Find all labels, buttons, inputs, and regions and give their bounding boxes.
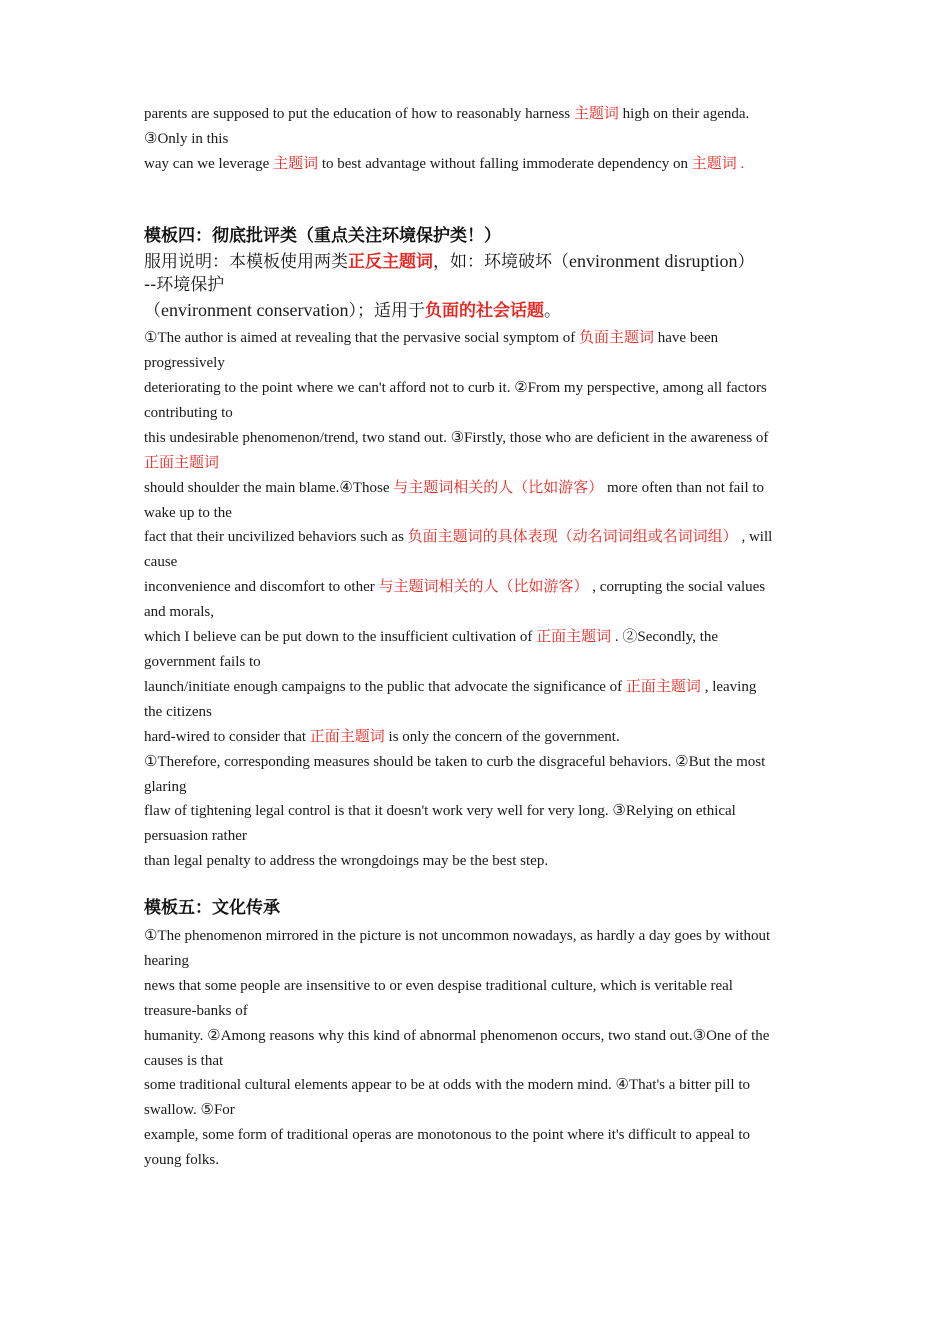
text-line: contributing to: [144, 405, 233, 421]
text-line: [144, 153, 824, 175]
keyword-placeholder: 主题词: [691, 156, 737, 172]
text-line: swallow. ⑤For: [144, 1102, 235, 1118]
text-line: wake up to the: [144, 505, 232, 521]
text-line: [144, 477, 824, 499]
text-run: parents are supposed to put the education of how to reasonably harness: [144, 106, 574, 122]
usage-note: [144, 298, 561, 323]
text-line: ①The phenomenon mirrored in the picture is not uncommon nowadays, as hardly a day goes by without: [144, 928, 771, 944]
keyword-placeholder: 正面主题词: [144, 455, 220, 471]
text-run: environment disruption: [569, 251, 738, 271]
text-line: than legal penalty to address the wrongdoings may be the best step.: [144, 853, 549, 869]
text-line: cause: [144, 554, 178, 570]
text-line: [144, 327, 824, 349]
keyword-placeholder: 正面主题词: [309, 729, 385, 745]
text-line: the citizens: [144, 704, 212, 720]
text-line: humanity. ②Among reasons why this kind of abnormal phenomenon occurs, two stand out.③One of the: [144, 1028, 770, 1044]
text-line: deteriorating to the point where we can't afford not to curb it. ②From my perspective, among all factors: [144, 380, 767, 396]
text-run: 。: [543, 301, 561, 321]
text-run: more often than not fail to: [603, 480, 765, 496]
text-run: launch/initiate enough campaigns to the public that advocate the significance of: [144, 679, 626, 695]
text-line: [144, 103, 824, 125]
text-run: （: [144, 301, 161, 321]
section-heading: 模板五：文化传承: [144, 898, 280, 918]
text-run: , will: [737, 529, 773, 545]
keyword-placeholder: 负面主题词的具体表现（动名词词组或名词词组）: [407, 529, 738, 545]
highlight-text: 负面的社会话题: [424, 301, 544, 321]
text-line: hearing: [144, 953, 189, 969]
keyword-placeholder: 与主题词相关的人（比如游客）: [378, 579, 589, 595]
keyword-placeholder: 与主题词相关的人（比如游客）: [393, 480, 604, 496]
keyword-placeholder: 正面主题词: [625, 679, 701, 695]
text-line: treasure-banks of: [144, 1003, 248, 1019]
text-run: ①The author is aimed at revealing that the pervasive social symptom of: [144, 330, 579, 346]
usage-note: --环境保护: [144, 275, 225, 295]
text-run: hard-wired to consider that: [144, 729, 310, 745]
text-run: which I believe can be put down to the insufficient cultivation of: [144, 629, 537, 645]
text-line: glaring: [144, 779, 187, 795]
text-run: have been: [654, 330, 719, 346]
text-run: way can we leverage: [144, 156, 274, 172]
text-run: fact that their uncivilized behaviors such as: [144, 529, 408, 545]
text-run: should shoulder the main blame.④Those: [144, 480, 394, 496]
text-line: example, some form of traditional operas are monotonous to the point where it's difficult to appeal to: [144, 1127, 751, 1143]
text-run: is only the concern of the government.: [384, 729, 620, 745]
text-run: , leaving: [700, 679, 757, 695]
text-line: ①Therefore, corresponding measures should be taken to curb the disgraceful behaviors. ②But the most: [144, 754, 766, 770]
text-run: to best advantage without falling immoderate dependency on: [318, 156, 692, 172]
text-run: ）: [737, 252, 755, 272]
text-line: causes is that: [144, 1053, 224, 1069]
text-line: [144, 576, 824, 598]
text-line: this undesirable phenomenon/trend, two stand out. ③Firstly, those who are deficient in the awareness of: [144, 430, 769, 446]
text-line: [144, 526, 824, 548]
text-line: [144, 676, 824, 698]
text-line: persuasion rather: [144, 828, 247, 844]
text-line: some traditional cultural elements appear to be at odds with the modern mind. ④That's a bitter pill to: [144, 1077, 750, 1093]
text-line: [144, 626, 824, 648]
text-line: flaw of tightening legal control is that it doesn't work very well for very long. ③Relying on ethical: [144, 803, 736, 819]
usage-note: [144, 249, 754, 274]
section-heading: 模板四：彻底批评类（重点关注环境保护类！）: [144, 226, 501, 246]
text-line: and morals,: [144, 604, 214, 620]
text-run: ）；适用于: [348, 301, 425, 321]
text-line: government fails to: [144, 654, 261, 670]
text-run: 服用说明：本模板使用两类: [144, 252, 348, 272]
text-run: environment conservation: [161, 300, 349, 320]
text-run: . ②Secondly, the: [611, 629, 719, 645]
text-run: .: [736, 156, 745, 172]
keyword-placeholder: 正面主题词: [536, 629, 612, 645]
text-line: young folks.: [144, 1152, 219, 1168]
text-run: inconvenience and discomfort to other: [144, 579, 379, 595]
text-run: high on their agenda.: [618, 106, 750, 122]
text-run: ，如：环境破坏（: [433, 252, 569, 272]
highlight-text: 正反主题词: [348, 252, 433, 272]
keyword-placeholder: 负面主题词: [579, 330, 655, 346]
text-run: , corrupting the social values: [588, 579, 766, 595]
text-line: news that some people are insensitive to or even despise traditional culture, which is veritable real: [144, 978, 733, 994]
text-line: ③Only in this: [144, 131, 229, 147]
keyword-placeholder: 主题词: [573, 106, 619, 122]
keyword-placeholder: 主题词: [273, 156, 319, 172]
text-line: [144, 726, 824, 748]
text-line: progressively: [144, 355, 225, 371]
